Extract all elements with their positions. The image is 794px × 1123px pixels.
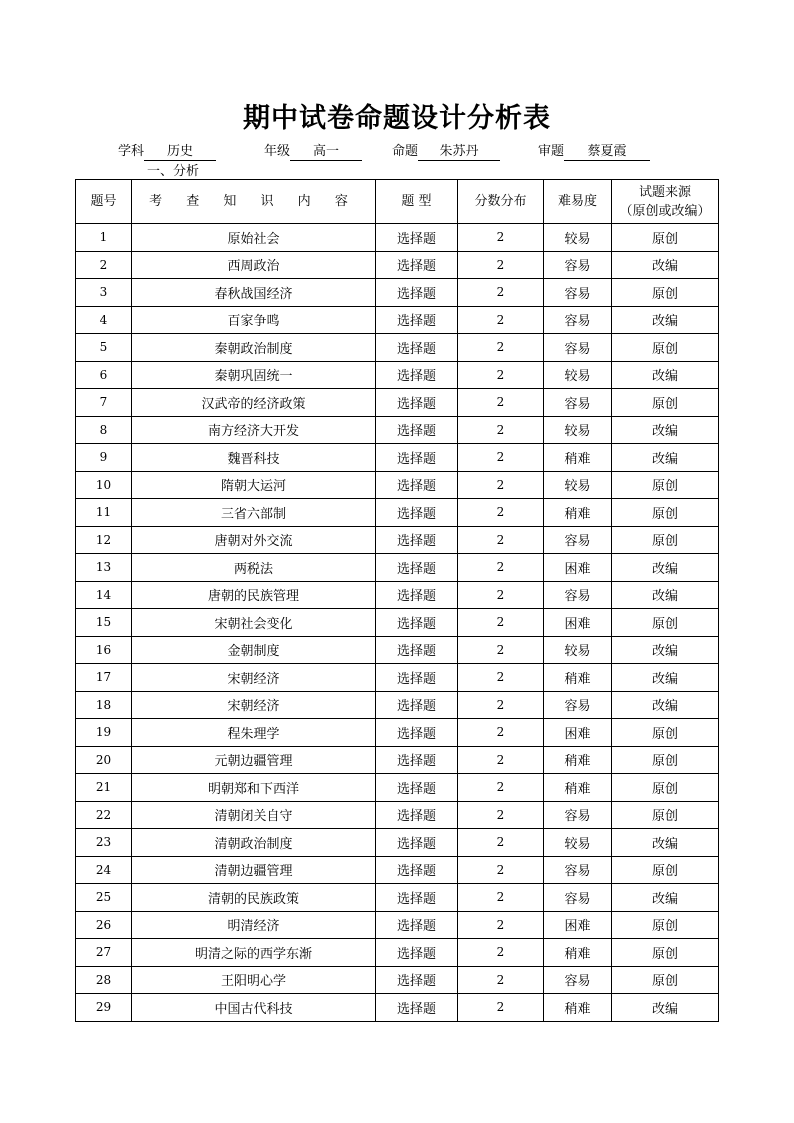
author-value: 朱苏丹 — [418, 144, 500, 161]
table-row — [76, 829, 719, 857]
header-type: 题 型 — [376, 180, 458, 224]
cell-content: 王阳明心学 — [132, 966, 376, 994]
cell-no: 12 — [76, 526, 132, 554]
cell-type: 选择题 — [376, 664, 458, 692]
cell-difficulty: 较易 — [544, 636, 612, 664]
cell-no: 10 — [76, 471, 132, 499]
cell-difficulty: 困难 — [544, 554, 612, 582]
subject-field — [118, 140, 216, 161]
cell-content: 西周政治 — [132, 251, 376, 279]
cell-content: 中国古代科技 — [132, 994, 376, 1022]
cell-no: 29 — [76, 994, 132, 1022]
cell-score: 2 — [458, 361, 544, 389]
cell-source: 原创 — [612, 499, 719, 527]
header-score: 分数分布 — [458, 180, 544, 224]
cell-type: 选择题 — [376, 444, 458, 472]
cell-content: 三省六部制 — [132, 499, 376, 527]
cell-difficulty: 容易 — [544, 251, 612, 279]
cell-no: 16 — [76, 636, 132, 664]
cell-content: 程朱理学 — [132, 719, 376, 747]
cell-no: 19 — [76, 719, 132, 747]
cell-difficulty: 困难 — [544, 719, 612, 747]
cell-no: 4 — [76, 306, 132, 334]
cell-source: 原创 — [612, 389, 719, 417]
cell-type: 选择题 — [376, 499, 458, 527]
cell-score: 2 — [458, 224, 544, 252]
cell-content: 南方经济大开发 — [132, 416, 376, 444]
cell-type: 选择题 — [376, 416, 458, 444]
cell-difficulty: 稍难 — [544, 664, 612, 692]
cell-difficulty: 容易 — [544, 856, 612, 884]
cell-score: 2 — [458, 609, 544, 637]
analysis-table — [75, 179, 719, 1022]
cell-difficulty: 容易 — [544, 691, 612, 719]
cell-no: 22 — [76, 801, 132, 829]
cell-source: 改编 — [612, 444, 719, 472]
page-title: 期中试卷命题设计分析表 — [243, 103, 551, 134]
cell-type: 选择题 — [376, 306, 458, 334]
cell-type: 选择题 — [376, 774, 458, 802]
header-source-line1: 试题来源 — [638, 184, 691, 200]
cell-difficulty: 较易 — [544, 416, 612, 444]
cell-content: 宋朝社会变化 — [132, 609, 376, 637]
cell-score: 2 — [458, 829, 544, 857]
cell-difficulty: 容易 — [544, 801, 612, 829]
cell-score: 2 — [458, 389, 544, 417]
cell-no: 5 — [76, 334, 132, 362]
cell-no: 21 — [76, 774, 132, 802]
cell-difficulty: 稍难 — [544, 774, 612, 802]
cell-score: 2 — [458, 966, 544, 994]
cell-no: 25 — [76, 884, 132, 912]
cell-content: 春秋战国经济 — [132, 279, 376, 307]
cell-difficulty: 较易 — [544, 829, 612, 857]
cell-source: 改编 — [612, 636, 719, 664]
cell-source: 改编 — [612, 416, 719, 444]
cell-type: 选择题 — [376, 939, 458, 967]
table-row — [76, 994, 719, 1022]
author-field — [392, 140, 500, 161]
cell-no: 18 — [76, 691, 132, 719]
table-row — [76, 746, 719, 774]
cell-no: 15 — [76, 609, 132, 637]
cell-difficulty: 困难 — [544, 609, 612, 637]
table-row — [76, 801, 719, 829]
cell-score: 2 — [458, 884, 544, 912]
cell-content: 魏晋科技 — [132, 444, 376, 472]
cell-score: 2 — [458, 801, 544, 829]
cell-type: 选择题 — [376, 719, 458, 747]
cell-difficulty: 稍难 — [544, 994, 612, 1022]
header-source — [612, 180, 719, 224]
cell-content: 百家争鸣 — [132, 306, 376, 334]
table-row — [76, 966, 719, 994]
cell-type: 选择题 — [376, 361, 458, 389]
cell-type: 选择题 — [376, 279, 458, 307]
cell-source: 原创 — [612, 526, 719, 554]
cell-type: 选择题 — [376, 609, 458, 637]
cell-content: 秦朝巩固统一 — [132, 361, 376, 389]
cell-type: 选择题 — [376, 224, 458, 252]
cell-no: 11 — [76, 499, 132, 527]
cell-source: 原创 — [612, 279, 719, 307]
cell-source: 改编 — [612, 884, 719, 912]
cell-no: 27 — [76, 939, 132, 967]
grade-field — [264, 140, 362, 161]
cell-source: 原创 — [612, 966, 719, 994]
cell-source: 改编 — [612, 581, 719, 609]
reviewer-label: 审题 — [538, 144, 565, 159]
cell-type: 选择题 — [376, 801, 458, 829]
cell-score: 2 — [458, 664, 544, 692]
table-row — [76, 389, 719, 417]
cell-source: 改编 — [612, 251, 719, 279]
table-row — [76, 361, 719, 389]
cell-content: 隋朝大运河 — [132, 471, 376, 499]
cell-source: 原创 — [612, 801, 719, 829]
table-row — [76, 609, 719, 637]
cell-difficulty: 稍难 — [544, 499, 612, 527]
cell-content: 唐朝对外交流 — [132, 526, 376, 554]
cell-type: 选择题 — [376, 829, 458, 857]
cell-no: 28 — [76, 966, 132, 994]
cell-difficulty: 容易 — [544, 884, 612, 912]
cell-content: 清朝边疆管理 — [132, 856, 376, 884]
cell-source: 改编 — [612, 829, 719, 857]
cell-score: 2 — [458, 856, 544, 884]
cell-source: 改编 — [612, 306, 719, 334]
cell-no: 9 — [76, 444, 132, 472]
cell-source: 改编 — [612, 554, 719, 582]
cell-score: 2 — [458, 471, 544, 499]
cell-content: 清朝的民族政策 — [132, 884, 376, 912]
cell-no: 3 — [76, 279, 132, 307]
author-label: 命题 — [392, 144, 419, 159]
subject-value: 历史 — [144, 144, 216, 161]
cell-difficulty: 容易 — [544, 279, 612, 307]
cell-source: 原创 — [612, 334, 719, 362]
table-row — [76, 444, 719, 472]
table-row — [76, 939, 719, 967]
grade-label: 年级 — [264, 144, 291, 159]
cell-type: 选择题 — [376, 554, 458, 582]
table-row — [76, 719, 719, 747]
cell-difficulty: 稍难 — [544, 746, 612, 774]
header-no: 题号 — [76, 180, 132, 224]
header-difficulty: 难易度 — [544, 180, 612, 224]
table-row — [76, 911, 719, 939]
cell-difficulty: 容易 — [544, 389, 612, 417]
cell-score: 2 — [458, 416, 544, 444]
cell-content: 原始社会 — [132, 224, 376, 252]
cell-score: 2 — [458, 334, 544, 362]
table-row — [76, 581, 719, 609]
grade-value: 高一 — [290, 144, 362, 161]
cell-source: 原创 — [612, 224, 719, 252]
cell-difficulty: 容易 — [544, 966, 612, 994]
cell-score: 2 — [458, 994, 544, 1022]
cell-type: 选择题 — [376, 884, 458, 912]
cell-source: 原创 — [612, 719, 719, 747]
cell-score: 2 — [458, 554, 544, 582]
cell-content: 唐朝的民族管理 — [132, 581, 376, 609]
cell-no: 24 — [76, 856, 132, 884]
cell-source: 改编 — [612, 361, 719, 389]
cell-content: 清朝闭关自守 — [132, 801, 376, 829]
cell-score: 2 — [458, 279, 544, 307]
cell-no: 17 — [76, 664, 132, 692]
cell-no: 6 — [76, 361, 132, 389]
cell-difficulty: 容易 — [544, 526, 612, 554]
cell-type: 选择题 — [376, 856, 458, 884]
cell-no: 14 — [76, 581, 132, 609]
cell-difficulty: 较易 — [544, 361, 612, 389]
table-header-row — [76, 180, 719, 224]
cell-content: 秦朝政治制度 — [132, 334, 376, 362]
header-source-line2: （原创或改编） — [619, 203, 711, 219]
cell-content: 金朝制度 — [132, 636, 376, 664]
cell-source: 原创 — [612, 856, 719, 884]
table-row — [76, 691, 719, 719]
table-row — [76, 499, 719, 527]
cell-difficulty: 稍难 — [544, 444, 612, 472]
cell-difficulty: 稍难 — [544, 939, 612, 967]
document-meta — [0, 140, 794, 160]
cell-source: 原创 — [612, 774, 719, 802]
cell-type: 选择题 — [376, 994, 458, 1022]
cell-no: 2 — [76, 251, 132, 279]
cell-score: 2 — [458, 691, 544, 719]
table-row — [76, 774, 719, 802]
cell-content: 宋朝经济 — [132, 691, 376, 719]
cell-type: 选择题 — [376, 911, 458, 939]
cell-content: 明清经济 — [132, 911, 376, 939]
cell-score: 2 — [458, 526, 544, 554]
cell-no: 1 — [76, 224, 132, 252]
cell-score: 2 — [458, 499, 544, 527]
table-row — [76, 251, 719, 279]
cell-score: 2 — [458, 306, 544, 334]
section-label: 一、分析 — [147, 164, 200, 179]
cell-score: 2 — [458, 939, 544, 967]
table-row — [76, 554, 719, 582]
table-row — [76, 416, 719, 444]
table-row — [76, 279, 719, 307]
cell-type: 选择题 — [376, 581, 458, 609]
cell-content: 明朝郑和下西洋 — [132, 774, 376, 802]
cell-source: 原创 — [612, 471, 719, 499]
cell-difficulty: 较易 — [544, 471, 612, 499]
cell-source: 改编 — [612, 691, 719, 719]
header-content: 考 查 知 识 内 容 — [132, 180, 376, 224]
cell-type: 选择题 — [376, 389, 458, 417]
cell-no: 8 — [76, 416, 132, 444]
table-row — [76, 664, 719, 692]
reviewer-field — [538, 140, 650, 161]
cell-type: 选择题 — [376, 526, 458, 554]
cell-content: 元朝边疆管理 — [132, 746, 376, 774]
cell-type: 选择题 — [376, 471, 458, 499]
cell-difficulty: 容易 — [544, 306, 612, 334]
cell-type: 选择题 — [376, 334, 458, 362]
cell-no: 26 — [76, 911, 132, 939]
cell-type: 选择题 — [376, 251, 458, 279]
subject-label: 学科 — [118, 144, 145, 159]
cell-no: 20 — [76, 746, 132, 774]
cell-difficulty: 困难 — [544, 911, 612, 939]
cell-score: 2 — [458, 581, 544, 609]
cell-difficulty: 容易 — [544, 581, 612, 609]
cell-type: 选择题 — [376, 966, 458, 994]
table-body — [76, 224, 719, 1022]
table-row — [76, 334, 719, 362]
cell-difficulty: 较易 — [544, 224, 612, 252]
cell-source: 原创 — [612, 609, 719, 637]
cell-type: 选择题 — [376, 636, 458, 664]
cell-score: 2 — [458, 911, 544, 939]
cell-type: 选择题 — [376, 691, 458, 719]
cell-score: 2 — [458, 636, 544, 664]
cell-source: 改编 — [612, 664, 719, 692]
table-row — [76, 856, 719, 884]
cell-no: 7 — [76, 389, 132, 417]
cell-content: 宋朝经济 — [132, 664, 376, 692]
cell-score: 2 — [458, 444, 544, 472]
cell-score: 2 — [458, 719, 544, 747]
cell-source: 原创 — [612, 911, 719, 939]
cell-score: 2 — [458, 774, 544, 802]
table-row — [76, 224, 719, 252]
cell-score: 2 — [458, 746, 544, 774]
cell-no: 23 — [76, 829, 132, 857]
table-row — [76, 471, 719, 499]
table-row — [76, 636, 719, 664]
cell-source: 原创 — [612, 939, 719, 967]
cell-content: 汉武帝的经济政策 — [132, 389, 376, 417]
cell-difficulty: 容易 — [544, 334, 612, 362]
cell-content: 清朝政治制度 — [132, 829, 376, 857]
cell-source: 改编 — [612, 994, 719, 1022]
cell-content: 明清之际的西学东渐 — [132, 939, 376, 967]
cell-content: 两税法 — [132, 554, 376, 582]
reviewer-value: 蔡夏霞 — [564, 144, 650, 161]
table-row — [76, 526, 719, 554]
table-row — [76, 306, 719, 334]
cell-source: 原创 — [612, 746, 719, 774]
cell-score: 2 — [458, 251, 544, 279]
cell-type: 选择题 — [376, 746, 458, 774]
table-row — [76, 884, 719, 912]
cell-no: 13 — [76, 554, 132, 582]
